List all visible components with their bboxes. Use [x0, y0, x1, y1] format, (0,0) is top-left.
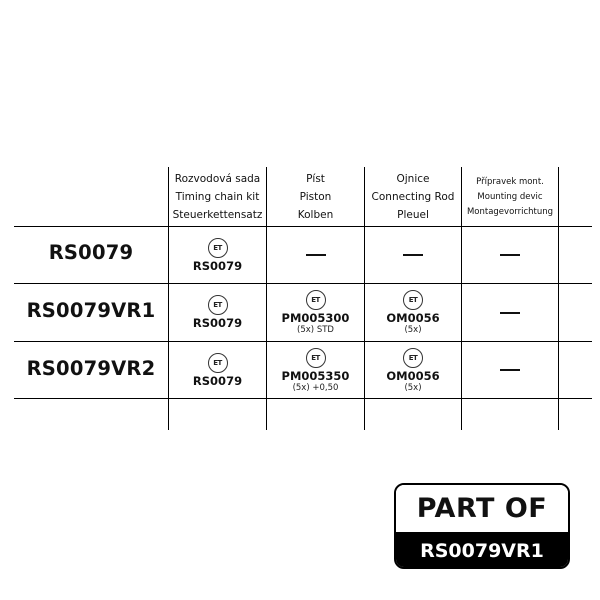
column-header-line: Montagevorrichtung [466, 206, 554, 217]
part-quantity: (5x) [404, 382, 422, 393]
column-header-connecting-rod [365, 169, 461, 225]
grid-vline [558, 167, 559, 430]
table-cell [267, 227, 364, 283]
column-header-line: Connecting Rod [371, 191, 455, 203]
column-header-line: Přípravek mont. [476, 176, 544, 187]
column-header-line: Piston [299, 191, 332, 203]
part-quantity: (5x) [404, 325, 422, 335]
logo-text: ET [408, 353, 418, 362]
not-included-dash [500, 312, 520, 314]
table-cell [462, 342, 558, 398]
column-header-line: Steuerkettensatz [172, 209, 263, 221]
table-cell [462, 227, 558, 283]
not-included-dash [403, 254, 423, 256]
part-code: RS0079 [192, 316, 243, 330]
brand-logo-icon [208, 353, 228, 373]
part-quantity: (5x) STD [297, 325, 334, 335]
column-header-line: Kolben [297, 209, 334, 221]
part-code: PM005300 [281, 311, 350, 325]
logo-text: ET [311, 353, 320, 362]
table-cell [267, 342, 364, 398]
column-header-piston [267, 169, 364, 225]
table-cell [169, 284, 266, 341]
part-code: OM0056 [386, 311, 440, 325]
part-of-badge [394, 483, 570, 569]
column-header-line: Mounting devic [477, 191, 543, 202]
column-header-line: Pleuel [397, 209, 429, 221]
not-included-dash [500, 369, 520, 371]
brand-logo-icon [306, 348, 326, 368]
table-cell [365, 342, 461, 398]
logo-text: ET [311, 296, 320, 304]
brand-logo-icon [403, 290, 423, 310]
not-included-dash [306, 254, 326, 256]
part-code: RS0079 [192, 258, 243, 273]
badge-title: PART OF [396, 485, 568, 532]
not-included-dash [500, 254, 520, 256]
column-header-mounting-device [462, 169, 558, 225]
row-label: RS0079VR2 [26, 357, 156, 380]
grid-hline [14, 398, 592, 399]
part-code: RS0079 [192, 373, 243, 388]
table-cell [169, 342, 266, 398]
column-header-line: Ojnice [396, 173, 430, 185]
row-label: RS0079 [48, 241, 134, 264]
logo-text: ET [213, 301, 222, 309]
column-header-timing-chain-kit [169, 169, 266, 225]
part-code: PM005350 [281, 368, 350, 383]
logo-text: ET [213, 243, 222, 252]
table-cell [267, 284, 364, 341]
brand-logo-icon [306, 290, 326, 310]
column-header-line: Píst [306, 173, 325, 185]
logo-text: ET [213, 358, 222, 367]
table-cell [365, 227, 461, 283]
row-label: RS0079VR1 [26, 299, 156, 322]
column-header-line: Rozvodová sada [174, 173, 261, 185]
part-quantity: (5x) +0,50 [292, 382, 339, 393]
logo-text: ET [408, 296, 418, 304]
brand-logo-icon [208, 295, 228, 315]
table-cell [462, 284, 558, 341]
brand-logo-icon [208, 238, 228, 258]
table-cell [169, 227, 266, 283]
brand-logo-icon [403, 348, 423, 368]
table-cell [365, 284, 461, 341]
badge-kit-code: RS0079VR1 [396, 532, 568, 569]
column-header-line: Timing chain kit [175, 191, 260, 203]
part-code: OM0056 [386, 368, 440, 383]
